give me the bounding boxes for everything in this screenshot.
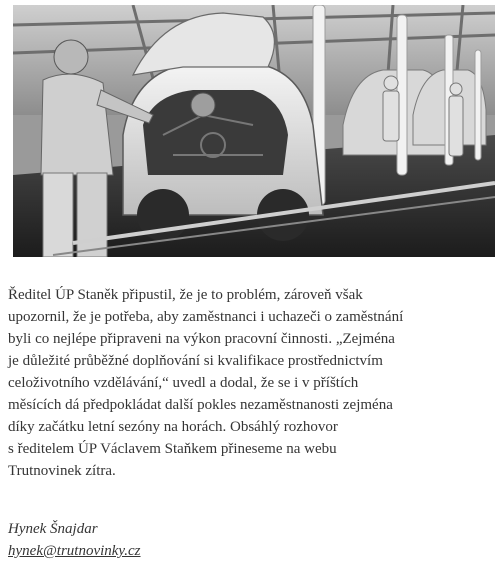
car-factory-photo-illustration [13,5,495,257]
author-email-link[interactable]: hynek@trutnovinky.cz [8,543,141,559]
paragraph-line: měsících dá předpokládat další pokles nezaměstnanosti zejména [8,397,393,413]
paragraph-line: byli co nejlépe připraveni na výkon pracovní činnosti. „Zejména [8,331,395,347]
article-paragraph [8,284,496,482]
paragraph-line: díky začátku letní sezóny na horách. Obsáhlý rozhovor [8,419,338,435]
paragraph-line: Trutnovinek zítra. [8,463,116,479]
article-photo [13,5,495,257]
paragraph-line: upozornil, že je potřeba, aby zaměstnanci i uchazeči o zaměstnání [8,309,404,325]
paragraph-line: Ředitel ÚP Staněk připustil, že je to problém, zároveň však [8,287,363,303]
author-name: Hynek Šnajdar [8,521,98,537]
paragraph-line: s ředitelem ÚP Václavem Staňkem přineseme na webu [8,441,337,457]
paragraph-line: celoživotního vzdělávání,“ uvedl a dodal, že se i v příštích [8,375,359,391]
paragraph-line: je důležité průběžné doplňování si kvalifikace prostřednictvím [8,353,383,369]
